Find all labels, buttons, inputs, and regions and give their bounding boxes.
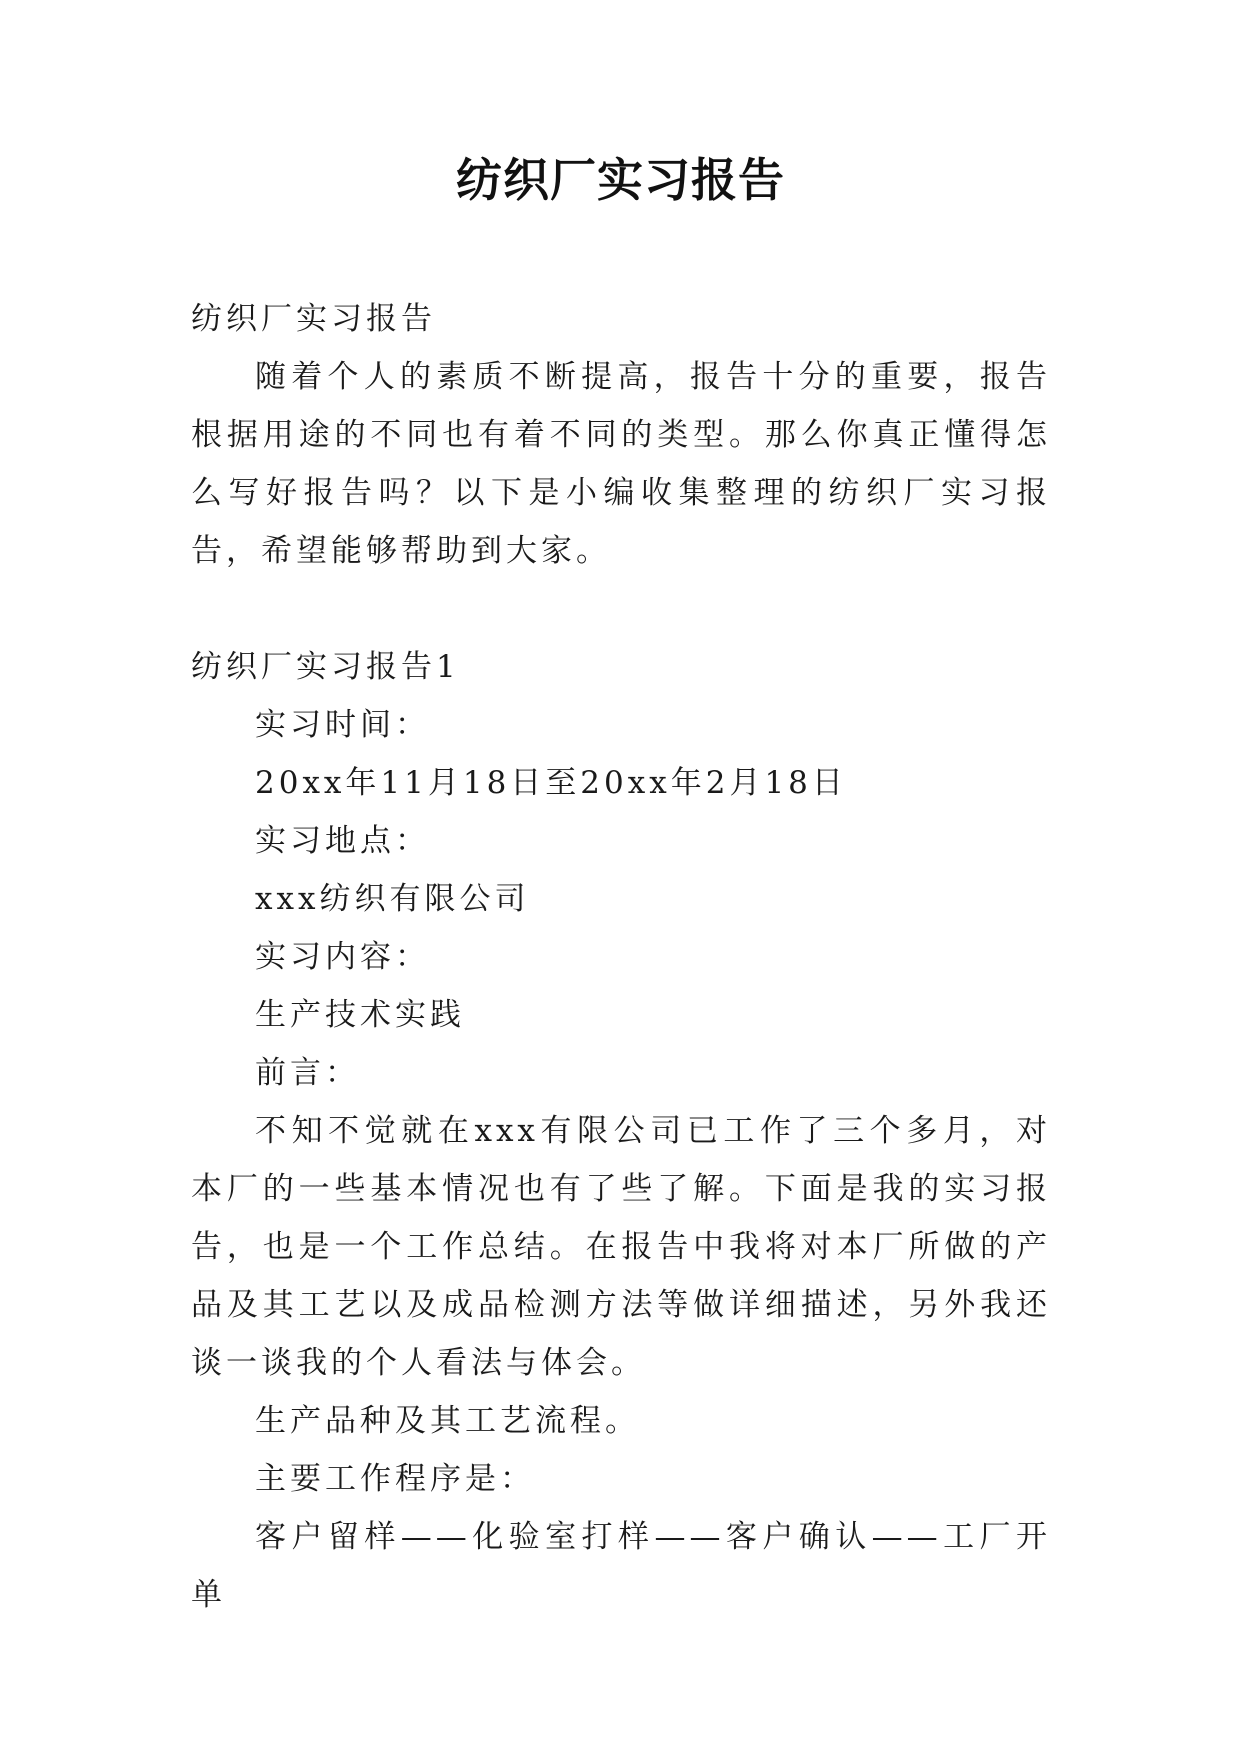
workflow-steps: 客户留样——化验室打样——客户确认——工厂开单: [191, 1519, 1051, 1613]
field-value-time: 20xx年11月18日至20xx年2月18日: [255, 765, 847, 801]
preface-paragraph: 不知不觉就在xxx有限公司已工作了三个多月，对本厂的一些基本情况也有了些了解。下面是我的实习报告，也是一个工作总结。在报告中我将对本厂所做的产品及其工艺以及成品检测方法等做详细描述，另外我还谈一谈我的个人看法与体会。: [191, 1113, 1051, 1381]
field-value-content: 生产技术实践: [255, 997, 465, 1033]
workflow-label: 主要工作程序是：: [255, 1461, 535, 1497]
document-title: 纺织厂实习报告: [456, 153, 785, 207]
field-value-location: xxx纺织有限公司: [255, 881, 530, 917]
intro-paragraph: 随着个人的素质不断提高，报告十分的重要，报告根据用途的不同也有着不同的类型。那么你真正懂得怎么写好报告吗？以下是小编收集整理的纺织厂实习报告，希望能够帮助到大家。: [191, 359, 1051, 569]
process-heading: 生产品种及其工艺流程。: [255, 1403, 640, 1439]
document-body: [191, 290, 1051, 1624]
report-heading: 纺织厂实习报告1: [191, 649, 460, 685]
section-heading: 纺织厂实习报告: [191, 301, 436, 337]
field-label-location: 实习地点：: [255, 823, 430, 859]
preface-label: 前言：: [255, 1055, 360, 1091]
field-label-time: 实习时间：: [255, 707, 430, 743]
field-label-content: 实习内容：: [255, 939, 430, 975]
